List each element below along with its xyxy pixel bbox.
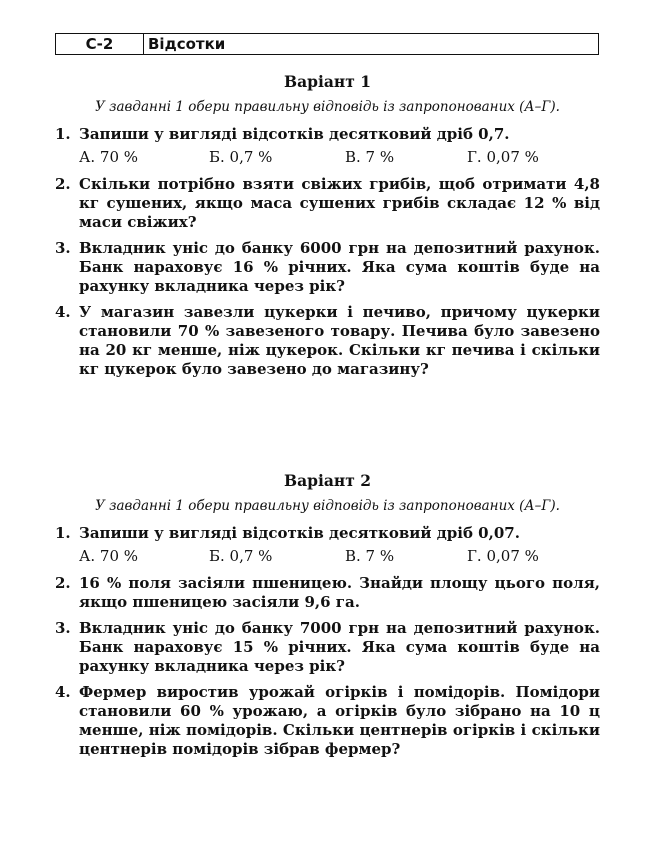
task-2 [55, 175, 600, 232]
variant-1 [55, 72, 600, 386]
variant-2 [55, 471, 600, 766]
task-text: Вкладник уніс до банку 6000 грн на депозитний рахунок. Банк нараховує 16 % річних. Яка сума коштів буде на рахунку вкладника через рік? [79, 239, 600, 295]
option-b: Б. 0,7 % [209, 547, 273, 565]
task-number: 1. [55, 524, 71, 542]
option-c: В. 7 % [345, 547, 395, 565]
variant-instruction: У завданні 1 обери правильну відповідь із запропонованих (А–Г). [95, 99, 560, 115]
task-number: 3. [55, 239, 71, 257]
variant-instruction: У завданні 1 обери правильну відповідь із запропонованих (А–Г). [95, 498, 560, 514]
task-number: 2. [55, 574, 71, 592]
option-d: Г. 0,07 % [467, 547, 539, 565]
task-number: 3. [55, 619, 71, 637]
task-number: 1. [55, 125, 71, 143]
option-c: В. 7 % [345, 148, 395, 166]
task-4 [55, 683, 600, 759]
task-text: Запиши у вигляді відсотків десятковий дріб 0,07. [79, 524, 520, 542]
task-text: Запиши у вигляді відсотків десятковий дріб 0,7. [79, 125, 510, 143]
task-2 [55, 574, 600, 612]
task-list [55, 524, 600, 759]
task-number: 4. [55, 303, 71, 321]
task-1 [55, 524, 600, 543]
task-text: Вкладник уніс до банку 7000 грн на депозитний рахунок. Банк нараховує 15 % річних. Яка сума коштів буде на рахунку вкладника через рік? [79, 619, 600, 675]
section-header [55, 33, 599, 55]
section-title: Відсотки [148, 35, 226, 53]
task-list [55, 125, 600, 379]
variant-title: Варіант 1 [283, 72, 372, 91]
answer-options [79, 148, 600, 167]
section-code: С-2 [56, 34, 144, 54]
task-text: Скільки потрібно взяти свіжих грибів, щоб отримати 4,8 кг сушених, якщо маса сушених грибів складає 12 % від маси свіжих? [79, 175, 600, 231]
task-1 [55, 125, 600, 144]
option-a: А. 70 % [79, 148, 139, 166]
option-b: Б. 0,7 % [209, 148, 273, 166]
task-3 [55, 239, 600, 296]
task-4 [55, 303, 600, 379]
task-text: У магазин завезли цукерки і печиво, причому цукерки становили 70 % завезеного товару. Печива було завезено на 20 кг менше, ніж цукерок. Скільки кг печива і скільки кг цукерок було завезено до магазину? [79, 303, 600, 378]
task-3 [55, 619, 600, 676]
answer-options [79, 547, 600, 566]
task-number: 4. [55, 683, 71, 701]
variant-title: Варіант 2 [283, 471, 372, 490]
option-d: Г. 0,07 % [467, 148, 539, 166]
task-text: 16 % поля засіяли пшеницею. Знайди площу цього поля, якщо пшеницею засіяли 9,6 га. [79, 574, 600, 611]
option-a: А. 70 % [79, 547, 139, 565]
task-number: 2. [55, 175, 71, 193]
task-text: Фермер виростив урожай огірків і помідорів. Помідори становили 60 % урожаю, а огірків було зібрано на 10 ц менше, ніж помідорів. Скільки центнерів огірків і скільки центнерів помідорів зібрав фермер? [79, 683, 600, 758]
